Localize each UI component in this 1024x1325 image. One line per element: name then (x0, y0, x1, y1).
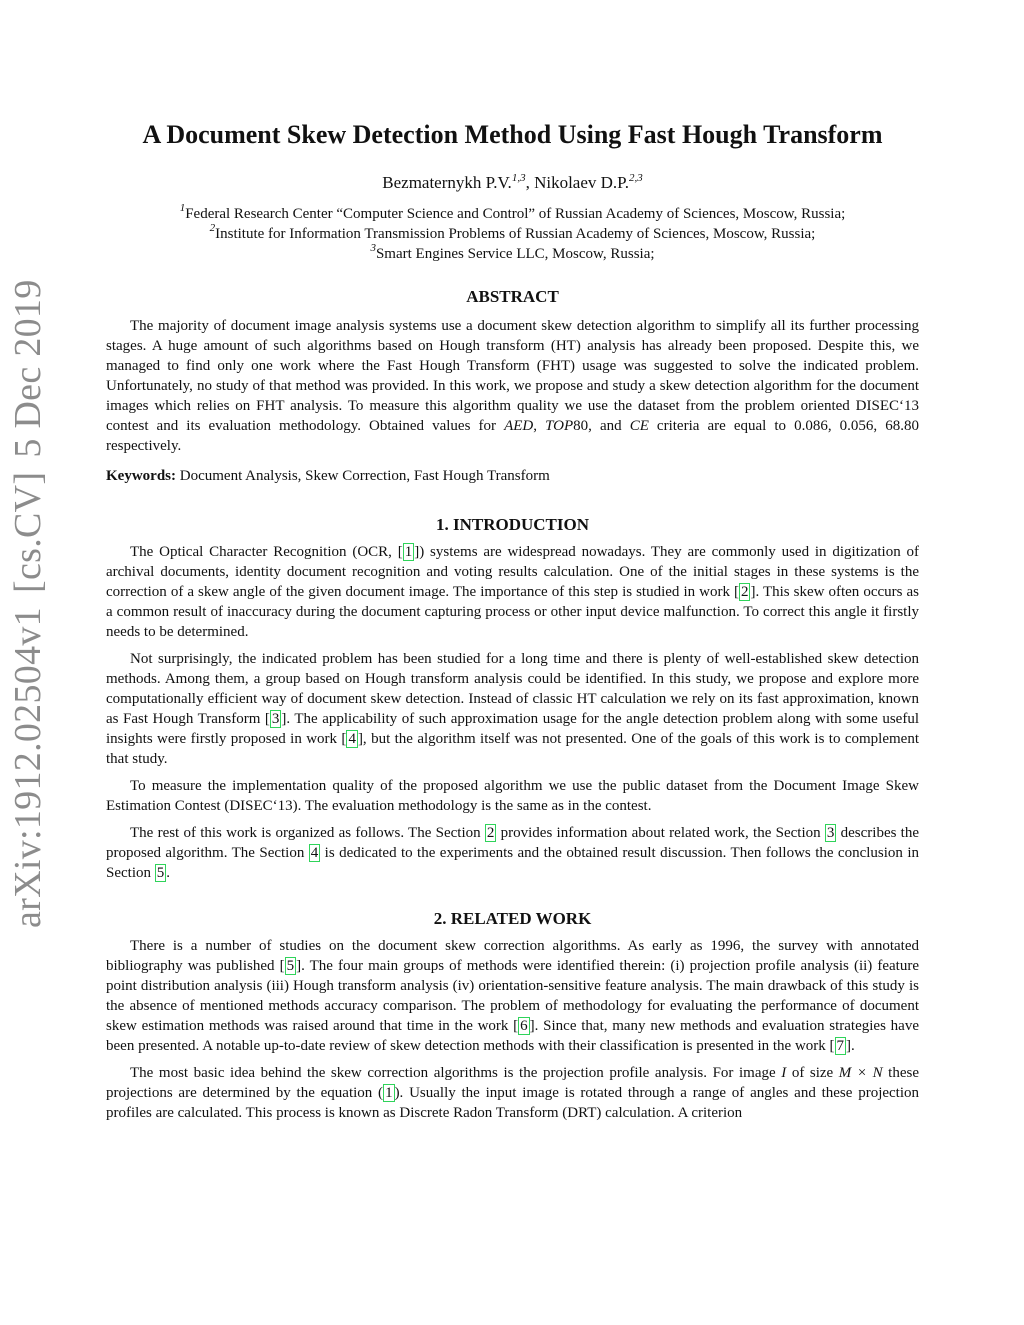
math-top: TOP (545, 418, 574, 434)
affiliations (106, 204, 919, 264)
abstract-paragraph: The majority of document image analysis systems use a document skew detection algorithm to simplify all its further processing stages. A huge amount of such algorithms based on Hough transform (HT) analysis has already been proposed. Despite this, we managed to find only one work where the Fast Hough Transform (FHT) usage was suggested to solve the indicated problem. Unfortunately, no study of that method was provided. In this work, we propose and study a skew detection algorithm for the document images which relies on FHT analysis. To measure this algorithm quality we use the dataset from the problem oriented DISEC‘13 contest and its evaluation methodology. Obtained values for AED, TOP80, and CE criteria are equal to 0.086, 0.056, 68.80 respectively. (106, 318, 919, 454)
intro-paragraph: The Optical Character Recognition (OCR, [ 1 ]) systems are widespread nowadays. They are commonly used in digitization of archival documents, identity document recognition and voting results calculation. One of the initial stages in these systems is the correction of a skew angle of the given document image. The importance of this step is studied in work [ 2 ]. This skew often occurs as a common result of inaccuracy during the document capturing process or other input device malfunction. To correct this angle it firstly needs to be determined. (106, 544, 919, 640)
paper-title: A Document Skew Detection Method Using Fast Hough Transform (142, 120, 883, 149)
section-link[interactable]: 2 (486, 825, 495, 841)
arxiv-sidebar-stamp (7, 279, 49, 928)
arxiv-category: [cs.CV] (7, 471, 49, 594)
math-ce: CE (629, 418, 649, 434)
intro-paragraph: The rest of this work is organized as follows. The Section 2 provides information about related work, the Section 3 describes the proposed algorithm. The Section 4 is dedicated to the experiments and the obtained result discussion. Then follows the conclusion in Section 5 . (106, 825, 920, 881)
keywords-list: Document Analysis, Skew Correction, Fast Hough Transform (179, 468, 550, 484)
author-separator: , (525, 173, 535, 192)
keywords-label: Keywords: (106, 468, 176, 484)
citation-link[interactable]: 2 (740, 584, 749, 600)
math-image-var: I (781, 1065, 787, 1081)
equation-link[interactable]: 1 (385, 1085, 393, 1101)
keywords-line (106, 466, 919, 486)
citation-link[interactable]: 6 (520, 1018, 528, 1034)
affiliation-number: 3 (370, 242, 376, 254)
affiliation-line (106, 224, 919, 244)
author-line (106, 172, 919, 194)
section-heading-introduction: 1. INTRODUCTION (435, 515, 590, 534)
affiliation-number: 2 (209, 222, 216, 234)
citation-link[interactable]: 1 (404, 544, 413, 560)
math-size: M × N (838, 1065, 883, 1081)
section-link[interactable]: 3 (826, 825, 835, 841)
affiliation-text: Smart Engines Service LLC, Moscow, Russia; (375, 246, 655, 262)
author-affiliation-marker: 1,3 (511, 172, 526, 184)
author-name: Nikolaev D.P. (534, 173, 629, 192)
citation-link[interactable]: 3 (271, 711, 280, 727)
section-link[interactable]: 4 (310, 845, 319, 861)
related-paragraph: The most basic idea behind the skew correction algorithms is the projection profile analysis. For image I of size M × N these projections are determined by the equation ( 1 ). Usually the input image is rotated through a range of angles and these projection profiles are calculated. This process is known as Discrete Radon Transform (DRT) calculation. A criterion (106, 1065, 920, 1121)
intro-paragraph: To measure the implementation quality of the proposed algorithm we use the public dataset from the Document Image Skew Estimation Contest (DISEC‘13). The evaluation methodology is the same as in the contest. (106, 778, 919, 814)
intro-paragraph: Not surprisingly, the indicated problem has been studied for a long time and there is plenty of well-established skew detection methods. Among them, a group based on Hough transform analysis could be identified. In this study, we propose and explore more computationally efficient way of document skew detection. Instead of classic HT calculation we rely on its fast approximation, known as Fast Hough Transform [ 3 ]. The applicability of such approximation usage for the angle detection problem along with some useful insights were firstly proposed in work [ 4 ], but the algorithm itself was not presented. One of the goals of this work is to complement that study. (106, 651, 919, 767)
citation-link[interactable]: 7 (836, 1038, 845, 1054)
related-paragraph: There is a number of studies on the document skew correction algorithms. As early as 1996, the survey with annotated bibliography was published [ 5 ]. The four main groups of methods were identified therein: (i) projection profile analysis (ii) feature point distribution analysis (iii) Hough transform analysis (iv) orientation-sensitive feature analysis. The main drawback of this study is the absence of mentioned methods accuracy comparison. The problem of methodology for evaluating the performance of document skew estimation methods was raised around that time in the work [ 6 ]. Since that, many new methods and evaluation strategies have been presented. A notable up-to-date review of skew detection methods with their classification is presented in the work [ 7 ]. (106, 938, 919, 1054)
author-name: Bezmaternykh P.V. (382, 173, 512, 192)
affiliation-text: Federal Research Center “Computer Science and Control” of Russian Academy of Sciences, Moscow, Russia; (185, 206, 846, 222)
paper-page (106, 118, 919, 1123)
affiliation-text: Institute for Information Transmission Problems of Russian Academy of Sciences, Moscow, Russia; (215, 226, 816, 242)
arxiv-id: arXiv:1912.02504v1 (7, 607, 49, 928)
math-aed: AED (504, 418, 534, 434)
abstract-heading: ABSTRACT (466, 287, 559, 306)
citation-link[interactable]: 4 (348, 731, 356, 747)
arxiv-date: 5 Dec 2019 (7, 279, 49, 458)
author-affiliation-marker: 2,3 (628, 172, 643, 184)
affiliation-line (106, 204, 919, 224)
citation-link[interactable]: 5 (286, 958, 295, 974)
affiliation-line (106, 244, 919, 264)
affiliation-number: 1 (179, 202, 186, 214)
section-heading-related-work: 2. RELATED WORK (433, 909, 592, 928)
section-link[interactable]: 5 (156, 865, 165, 881)
